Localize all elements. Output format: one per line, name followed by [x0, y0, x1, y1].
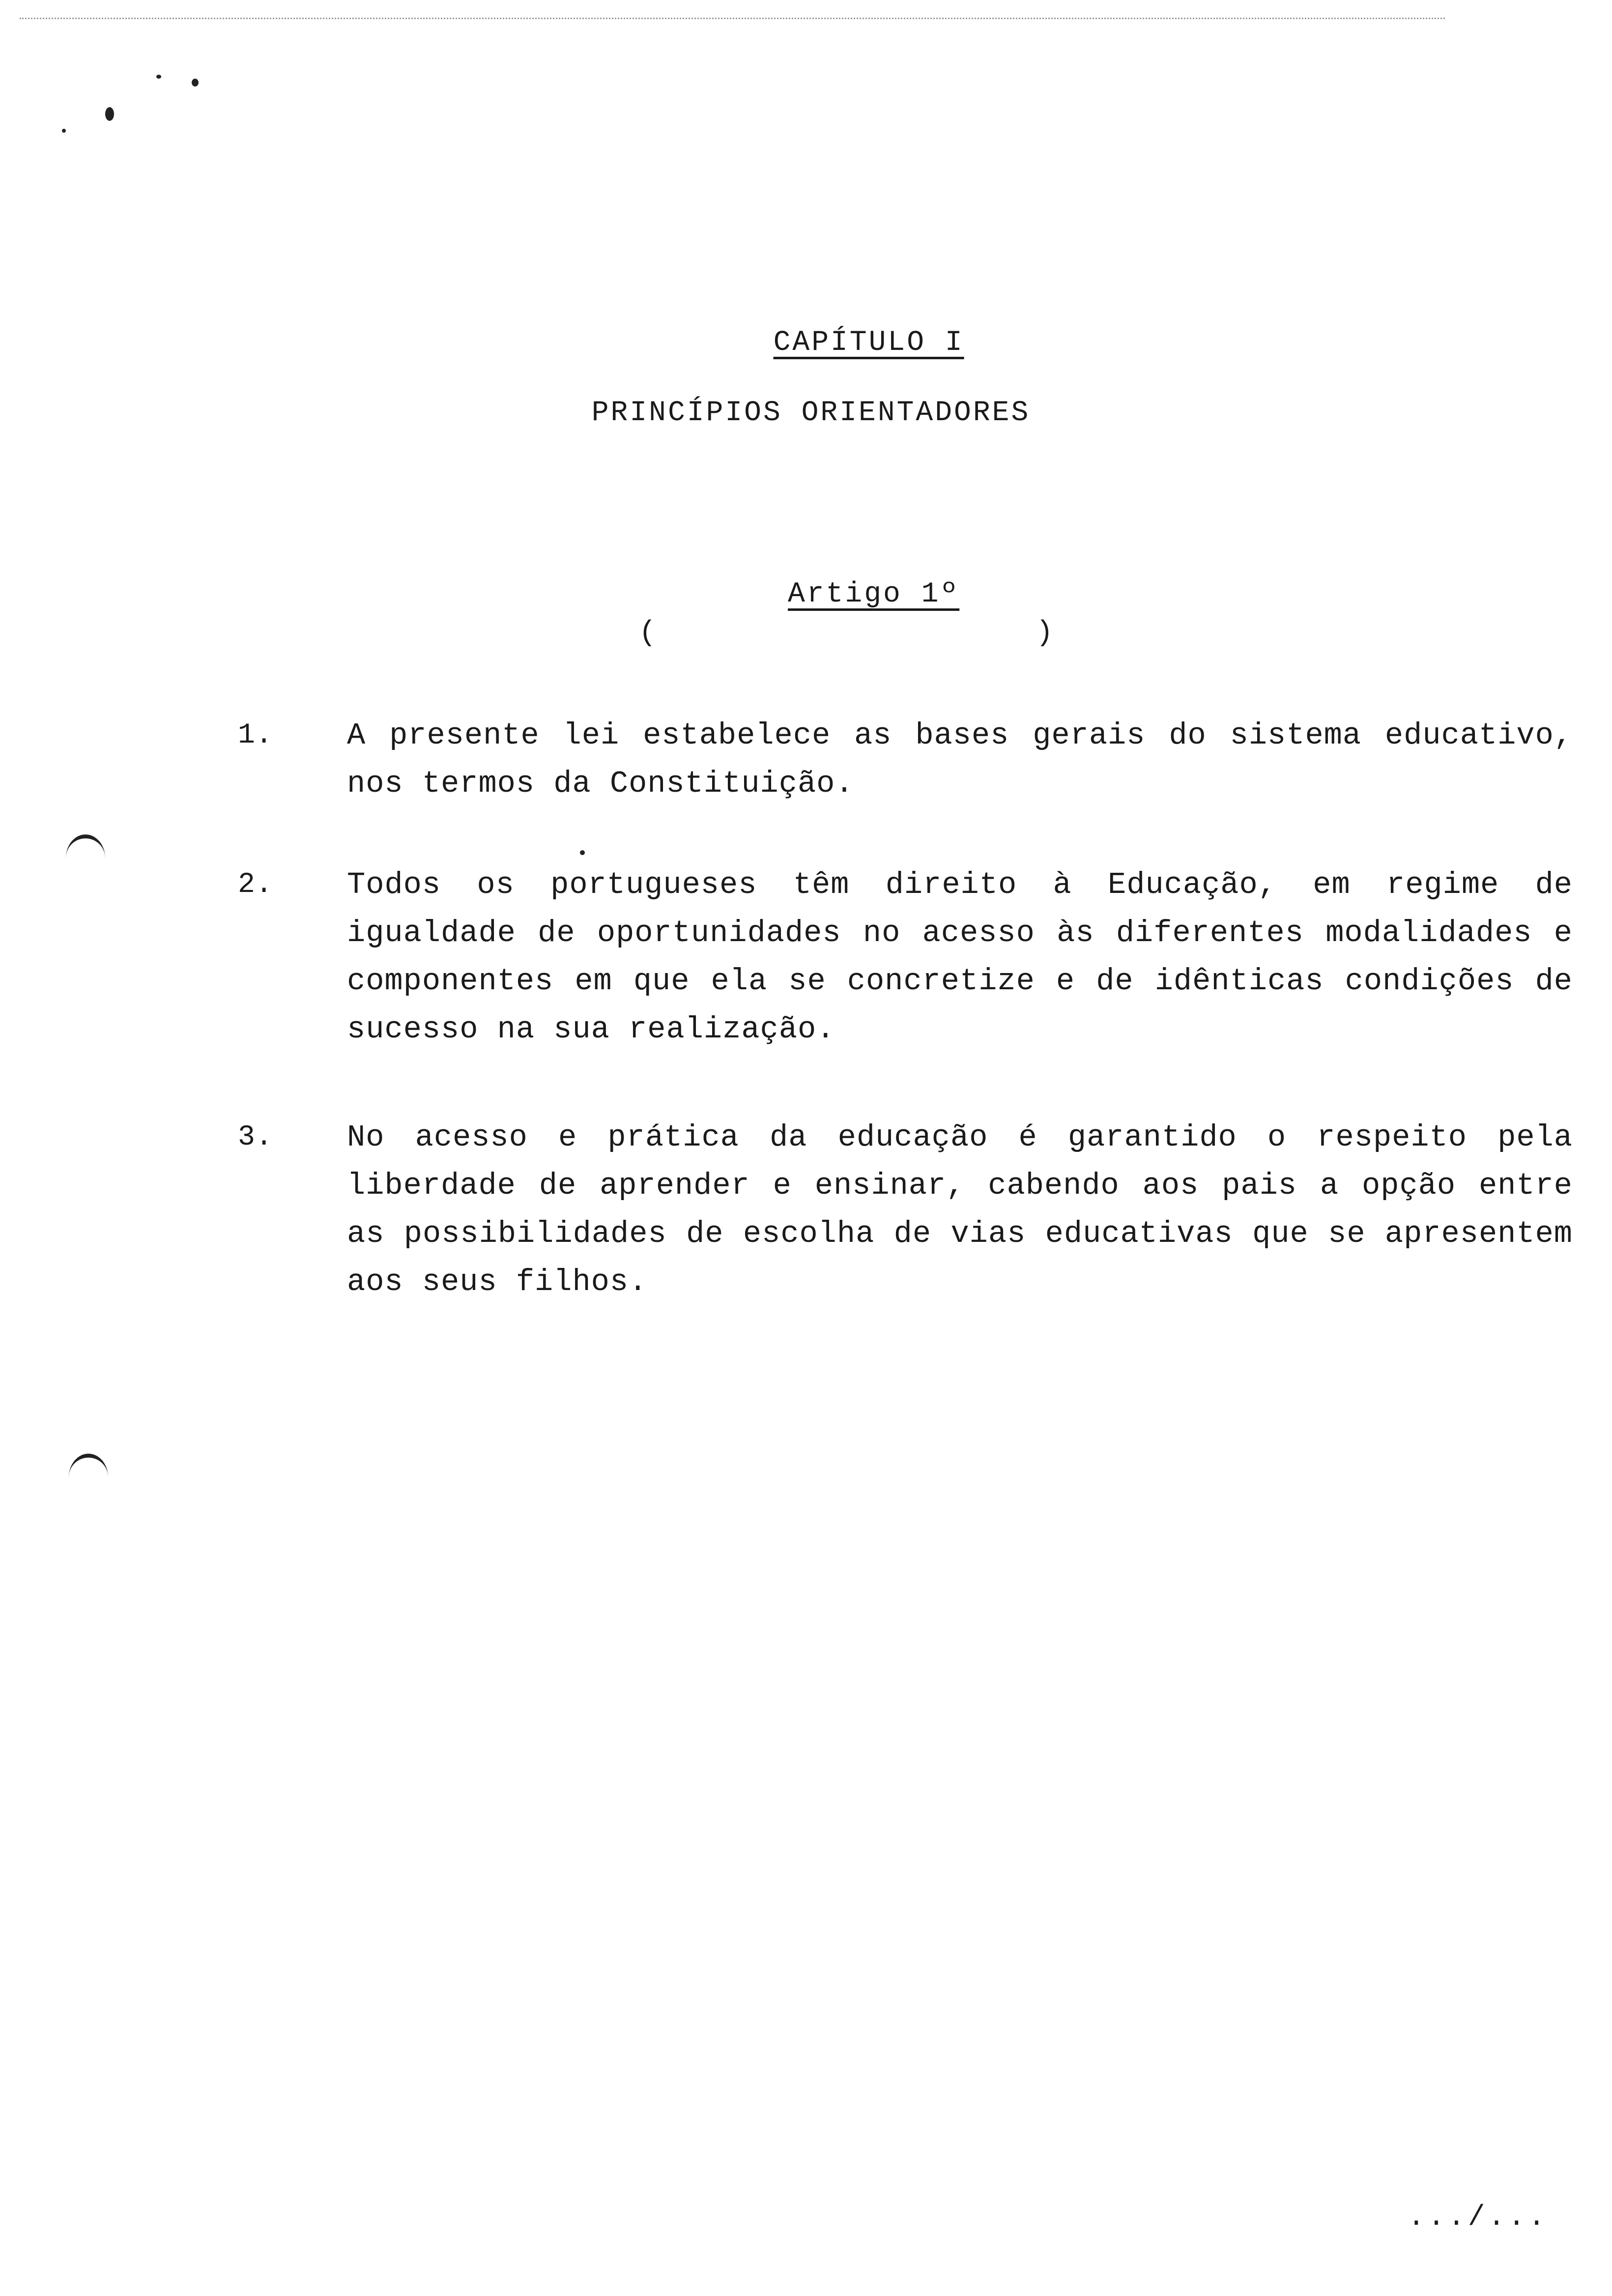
punch-hole-mark: [69, 1454, 108, 1477]
article-paren-open: (: [639, 617, 656, 649]
chapter-subtitle: PRINCÍPIOS ORIENTADORES: [591, 397, 1031, 429]
clause-text: A presente lei estabelece as bases gerais do sistema educativo, nos termos da Constituição.: [347, 718, 1573, 801]
clause-number: 2.: [238, 869, 273, 901]
continuation-mark: .../...: [1408, 2202, 1548, 2234]
clause-number: 1.: [238, 719, 273, 751]
scan-speck: [580, 850, 585, 855]
clause-text: Todos os portugueses têm direito à Educação, em regime de igualdade de oportunidades no acesso às diferentes modalidades e componentes em que ela se concretize e de idênticas condições de sucesso na sua realização.: [347, 867, 1573, 1047]
punch-hole-mark: [66, 834, 105, 858]
chapter-heading: [0, 295, 1612, 391]
clause-item: [238, 1114, 1573, 1306]
scan-speck: [192, 79, 199, 86]
article-paren-close: ): [1036, 617, 1053, 649]
article-title: Artigo 1º: [787, 578, 960, 610]
clause-text: No acesso e prática da educação é garantido o respeito pela liberdade de aprender e ensinar, cabendo aos pais a opção entre as possibilidades de escolha de vias educativas que se apresentem aos seus filhos.: [347, 1120, 1573, 1299]
clause-number: 3.: [238, 1121, 273, 1153]
scan-speck: [105, 107, 114, 121]
scan-speck: [62, 129, 66, 133]
clause-item: [238, 861, 1573, 1054]
scan-edge-noise: [20, 18, 1445, 19]
chapter-title: CAPÍTULO I: [773, 327, 964, 359]
article-heading: [0, 546, 1612, 642]
clause-item: [238, 712, 1573, 808]
scan-speck: [156, 75, 161, 79]
